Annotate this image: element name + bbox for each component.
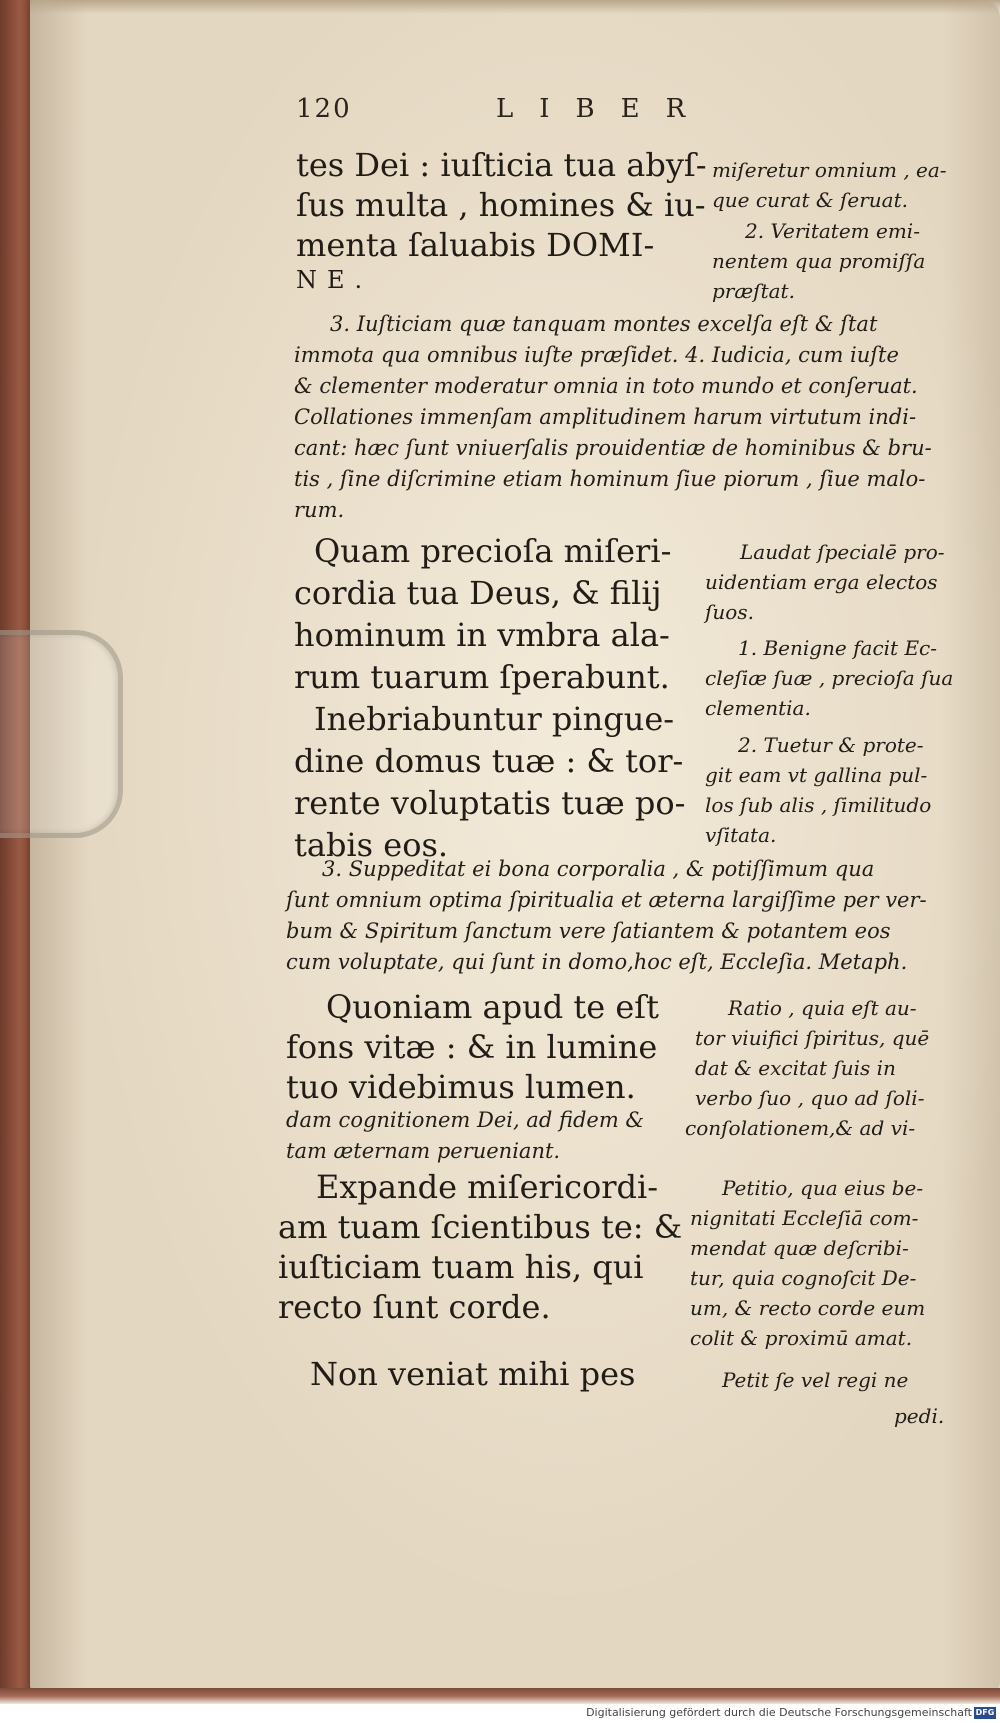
commentary-line: ſunt omnium optima ſpiritualia et æterna largiſſime per ver- <box>286 888 927 912</box>
psalm-line: hominum in vmbra ala- <box>294 616 670 654</box>
gloss-line: dat & excitat ſuis in <box>695 1056 896 1080</box>
psalm-line: dine domus tuæ : & tor- <box>294 742 684 780</box>
psalm-line: am tuam ſcientibus te: & <box>278 1208 683 1246</box>
psalm-line: rum tuarum ſperabunt. <box>294 658 670 696</box>
gloss-line: 2. Tuetur & prote- <box>738 733 924 757</box>
gloss-line: colit & proximū amat. <box>690 1326 913 1350</box>
psalm-line: tes Dei : iuſticia tua abyſ- <box>296 146 707 184</box>
psalm-line: tabis eos. <box>294 826 449 864</box>
footer-credit: Digitalisierung gefördert durch die Deutsche Forschungsgemeinschaft <box>586 1706 972 1719</box>
gloss-line: tor viuifici ſpiritus, quē <box>695 1026 930 1050</box>
page-clip <box>0 630 123 838</box>
gloss-line: git eam vt gallina pul- <box>705 763 928 787</box>
gloss-line: nignitati Eccleſiā com- <box>690 1206 919 1230</box>
commentary-line: tis , ſine diſcrimine etiam hominum ſiue piorum , ſiue malo- <box>294 467 926 491</box>
gloss-line: 2. Veritatem emi- <box>745 219 920 243</box>
commentary-line: immota qua omnibus iuſte præſidet. 4. Iudicia, cum iuſte <box>294 343 899 367</box>
gloss-line: tur, quia cognoſcit De- <box>690 1266 917 1290</box>
commentary-line: cant: hæc ſunt vniuerſalis prouidentiæ de hominibus & bru- <box>294 436 932 460</box>
psalm-line: rente voluptatis tuæ po- <box>294 784 686 822</box>
gloss-line: los ſub alis , ſimilitudo <box>705 793 932 817</box>
gloss-line: Ratio , quia eſt au- <box>728 996 917 1020</box>
psalm-line: ſus multa , homines & iu- <box>296 186 706 224</box>
gloss-line: clementia. <box>705 696 811 720</box>
commentary-line: 3. Suppeditat ei bona corporalia , & potiſſimum qua <box>322 857 875 881</box>
psalm-line: NE. <box>296 266 373 294</box>
gloss-line: præſtat. <box>712 279 795 303</box>
commentary-line: tam æternam perueniant. <box>286 1139 561 1163</box>
gloss-line: Laudat ſpecialē pro- <box>740 540 945 564</box>
psalm-line: fons vitæ : & in lumine <box>286 1028 658 1066</box>
psalm-line: Quam precioſa miſeri- <box>314 532 672 570</box>
psalm-line: iuſticiam tuam his, qui <box>278 1248 644 1286</box>
gloss-line: ſuos. <box>705 600 754 624</box>
gloss-line: mendat quæ deſcribi- <box>690 1236 909 1260</box>
commentary-line: bum & Spiritum ſanctum vere ſatiantem & potantem eos <box>286 919 891 943</box>
commentary-line: dam cognitionem Dei, ad fidem & <box>286 1108 645 1132</box>
gloss-line: um, & recto corde eum <box>690 1296 926 1320</box>
gloss-line: vſitata. <box>705 823 777 847</box>
commentary-line: rum. <box>294 498 345 522</box>
dfg-logo: DFG <box>975 1708 995 1717</box>
running-head: LIBER <box>496 94 712 124</box>
psalm-line: Inebriabuntur pingue- <box>314 700 675 738</box>
gloss-line: conſolationem,& ad vi- <box>685 1116 916 1140</box>
gloss-line: uidentiam erga electos <box>705 570 938 594</box>
commentary-line: Collationes immenſam amplitudinem harum virtutum indi- <box>294 405 917 429</box>
psalm-line: recto ſunt corde. <box>278 1288 551 1326</box>
gloss-line: que curat & ſeruat. <box>712 188 908 212</box>
gloss-line: Petit ſe vel regi ne <box>722 1368 909 1392</box>
gloss-line: cleſiæ ſuæ , precioſa ſua <box>705 666 954 690</box>
gloss-line: miſeretur omnium , ea- <box>712 158 947 182</box>
psalm-line: cordia tua Deus, & filij <box>294 574 662 612</box>
commentary-line: 3. Iuſticiam quæ tanquam montes excelſa eſt & ſtat <box>330 312 878 336</box>
psalm-line: tuo videbimus lumen. <box>286 1068 636 1106</box>
commentary-line: & clementer moderatur omnia in toto mundo et conſeruat. <box>294 374 918 398</box>
gloss-line: verbo ſuo , quo ad ſoli- <box>695 1086 925 1110</box>
gloss-line: 1. Benigne facit Ec- <box>738 636 938 660</box>
gloss-line: Petitio, qua eius be- <box>722 1176 924 1200</box>
psalm-line: Non veniat mihi pes <box>310 1355 636 1393</box>
psalm-line: Quoniam apud te eſt <box>326 988 659 1026</box>
gloss-line: pedi. <box>894 1404 945 1428</box>
psalm-line: menta ſaluabis DOMI- <box>296 226 655 264</box>
psalm-line: Expande miſericordi- <box>316 1168 659 1206</box>
commentary-line: cum voluptate, qui ſunt in domo,hoc eſt, Eccleſia. Metaph. <box>286 950 908 974</box>
page-top-edge <box>30 0 1000 14</box>
gloss-line: nentem qua promiſſa <box>712 249 926 273</box>
book-bottom-edge <box>0 1688 1000 1704</box>
page-number: 120 <box>296 94 352 124</box>
